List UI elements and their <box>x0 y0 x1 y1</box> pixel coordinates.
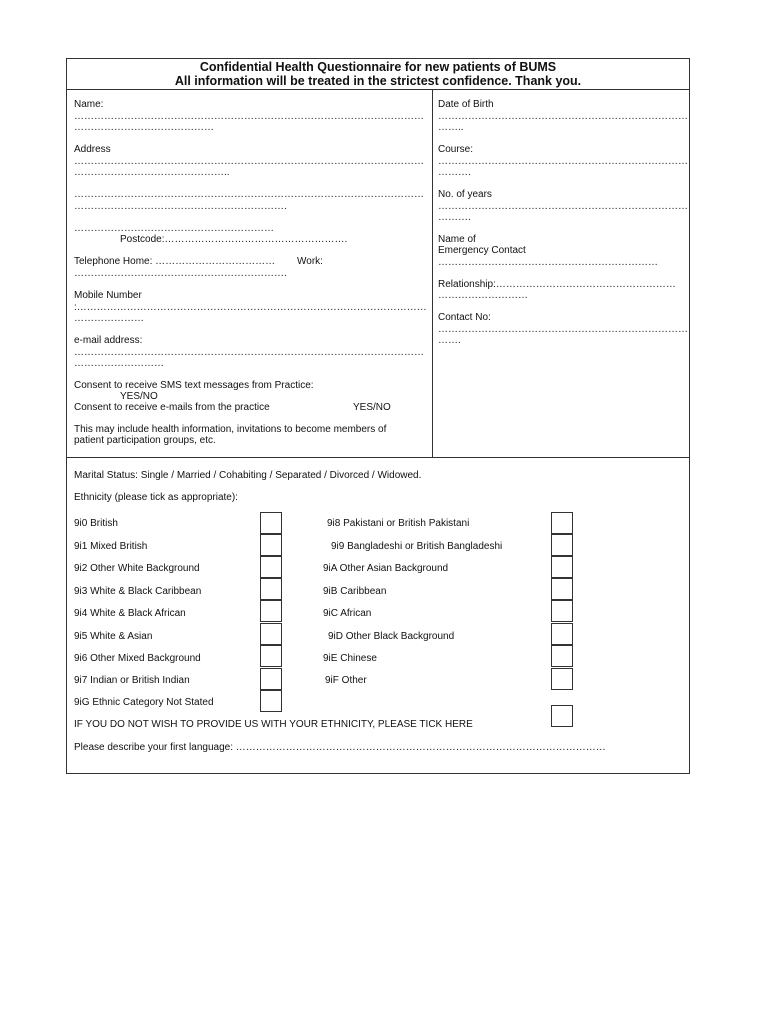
name-field-cont[interactable]: …………………………………… <box>74 122 214 133</box>
ethnicity-checkbox[interactable] <box>260 556 282 578</box>
consent-note-line2: patient participation groups, etc. <box>74 435 216 446</box>
ethnicity-option: 9i9 Bangladeshi or British Bangladeshi <box>331 541 503 552</box>
telephone-work-field[interactable]: ………………………………………………………. <box>74 268 287 279</box>
ethnicity-option: 9iG Ethnic Category Not Stated <box>74 697 214 708</box>
ethnicity-option: 9i4 White & Black African <box>74 608 186 619</box>
form-header <box>67 59 689 90</box>
ethnicity-checkbox[interactable] <box>260 623 282 645</box>
ethnicity-checkbox[interactable] <box>551 556 573 578</box>
address-field-3[interactable]: …………………………………………………… <box>74 223 274 234</box>
emergency-contact-field[interactable]: ………………………………………………………… <box>438 257 658 268</box>
address-field-1-cont[interactable]: ……………………………………….. <box>74 167 230 178</box>
email-label: e-mail address: <box>74 335 143 346</box>
relationship-field[interactable]: Relationship:……………………………………………… <box>438 279 676 290</box>
address-label: Address <box>74 144 111 155</box>
ethnicity-option: 9iA Other Asian Background <box>323 563 449 574</box>
mobile-field[interactable]: :…………………………………………………………………………………………… <box>74 302 427 313</box>
ethnicity-checkbox[interactable] <box>260 578 282 600</box>
contact-no-field-cont[interactable]: ……. <box>438 335 461 346</box>
postcode-field[interactable]: Postcode:………………………………………………. <box>120 234 348 245</box>
course-label: Course: <box>438 144 474 155</box>
ethnicity-checkbox[interactable] <box>551 623 573 645</box>
email-field[interactable]: …………………………………………………………………………………………… <box>74 347 424 358</box>
ethnicity-option: 9iD Other Black Background <box>328 631 455 642</box>
address-field-2[interactable]: …………………………………………………………………………………………… <box>74 189 424 200</box>
ethnicity-checkbox[interactable] <box>260 600 282 622</box>
ethnicity-checkbox[interactable] <box>551 645 573 667</box>
ethnicity-option: 9i8 Pakistani or British Pakistani <box>327 518 470 529</box>
ethnicity-option: 9i3 White & Black Caribbean <box>74 586 202 597</box>
ethnicity-option: 9i1 Mixed British <box>74 541 148 552</box>
email-consent-yesno[interactable]: YES/NO <box>353 402 391 413</box>
no-ethnicity-checkbox[interactable] <box>551 705 573 727</box>
dob-field-cont[interactable]: …….. <box>438 122 464 133</box>
years-field-cont[interactable]: ………. <box>438 212 471 223</box>
ethnicity-checkbox[interactable] <box>260 668 282 690</box>
relationship-field-cont[interactable]: ……………………… <box>438 290 528 301</box>
form-title: Confidential Health Questionnaire for new patients of BUMS <box>199 60 557 74</box>
ethnicity-checkbox[interactable] <box>551 512 573 534</box>
telephone-home-field[interactable]: Telephone Home: ……………………………… <box>74 256 276 267</box>
ethnicity-checkbox[interactable] <box>260 645 282 667</box>
ethnicity-checkbox[interactable] <box>551 534 573 556</box>
ethnicity-option: 9iE Chinese <box>323 653 377 664</box>
emergency-label-line1: Name of <box>438 234 476 245</box>
email-consent-label: Consent to receive e-mails from the practice <box>74 402 270 413</box>
ethnicity-option: 9i7 Indian or British Indian <box>74 675 190 686</box>
name-field[interactable]: …………………………………………………………………………………………… <box>74 111 424 122</box>
first-language-field[interactable]: Please describe your first language: ………………………………………………………………………………………………… <box>74 742 606 753</box>
ethnicity-option: 9i6 Other Mixed Background <box>74 653 201 664</box>
emergency-label-line2: Emergency Contact <box>438 245 526 256</box>
address-field-1[interactable]: …………………………………………………………………………………………… <box>74 156 424 167</box>
course-field-cont[interactable]: ………. <box>438 167 471 178</box>
ethnicity-checkbox[interactable] <box>551 600 573 622</box>
ethnicity-checkbox[interactable] <box>260 512 282 534</box>
years-field[interactable]: ………………………………………………………………… <box>438 201 688 212</box>
ethnicity-checkbox[interactable] <box>260 534 282 556</box>
ethnicity-option: 9iB Caribbean <box>323 586 387 597</box>
consent-note-line1: This may include health information, invitations to become members of <box>74 424 387 435</box>
marital-status[interactable]: Marital Status: Single / Married / Cohabiting / Separated / Divorced / Widowed. <box>74 470 422 481</box>
ethnicity-checkbox[interactable] <box>260 690 282 712</box>
no-ethnicity-label: IF YOU DO NOT WISH TO PROVIDE US WITH YOUR ETHNICITY, PLEASE TICK HERE <box>74 719 473 730</box>
ethnicity-option: 9iF Other <box>325 675 367 686</box>
email-field-cont[interactable]: ……………………… <box>74 358 164 369</box>
sms-consent-label: Consent to receive SMS text messages from Practice: <box>74 380 314 391</box>
ethnicity-option: 9i0 British <box>74 518 118 529</box>
contact-no-field[interactable]: ………………………………………………………………… <box>438 324 688 335</box>
sms-consent-yesno[interactable]: YES/NO <box>120 391 158 402</box>
form-subtitle: All information will be treated in the strictest confidence. Thank you. <box>174 74 582 88</box>
questionnaire-form <box>66 58 690 774</box>
dob-label: Date of Birth <box>438 99 494 110</box>
ethnicity-option: 9iC African <box>323 608 372 619</box>
contact-no-label: Contact No: <box>438 312 491 323</box>
work-label: Work: <box>297 256 323 267</box>
mobile-field-cont[interactable]: ………………… <box>74 313 144 324</box>
column-divider <box>432 89 433 458</box>
years-label: No. of years <box>438 189 492 200</box>
ethnicity-checkbox[interactable] <box>551 668 573 690</box>
section-divider <box>67 457 689 458</box>
address-field-2-cont[interactable]: ………………………………………………………. <box>74 201 287 212</box>
ethnicity-option: 9i2 Other White Background <box>74 563 200 574</box>
course-field[interactable]: ………………………………………………………………… <box>438 156 688 167</box>
mobile-label: Mobile Number <box>74 290 142 301</box>
name-label: Name: <box>74 99 104 110</box>
ethnicity-label: Ethnicity (please tick as appropriate): <box>74 492 238 503</box>
ethnicity-checkbox[interactable] <box>551 578 573 600</box>
ethnicity-option: 9i5 White & Asian <box>74 631 153 642</box>
dob-field[interactable]: ………………………………………………………………… <box>438 111 688 122</box>
